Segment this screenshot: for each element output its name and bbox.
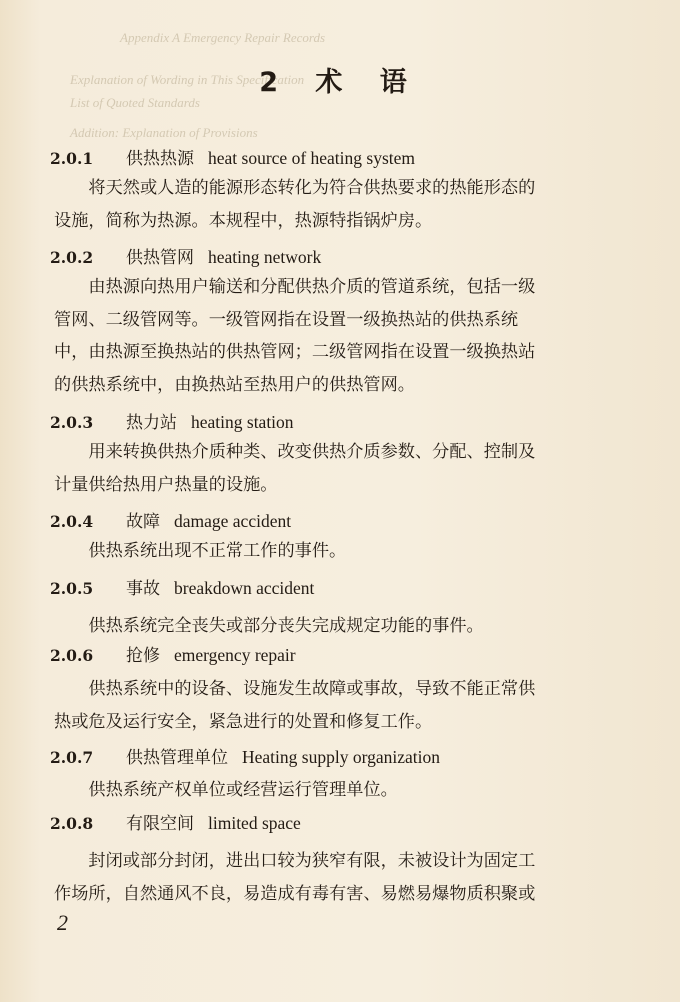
- definition-line: 管网、二级管网等。一级管网指在设置一级换热站的供热系统: [54, 309, 519, 330]
- definition-line: 设施，简称为热源。本规程中，热源特指锅炉房。: [54, 210, 433, 231]
- term-english: heating network: [208, 247, 322, 267]
- bleed-through-text: List of Quoted Standards: [70, 95, 200, 110]
- term-heading: [50, 575, 650, 602]
- term-definition: [54, 673, 636, 738]
- term-heading: [50, 744, 650, 771]
- term-heading: [50, 810, 650, 837]
- definition-line: 由热源向热用户输送和分配供热介质的管道系统，包括一级: [88, 277, 536, 297]
- term-chinese: 热力站: [126, 413, 177, 433]
- term-english: damage accident: [174, 511, 292, 531]
- definition-line: 供热系统产权单位或经营运行管理单位。: [88, 780, 398, 800]
- definition-line: 供热系统完全丧失或部分丧失完成规定功能的事件。: [88, 616, 484, 636]
- term-chinese: 供热热源: [126, 149, 194, 169]
- definition-line: 将天然或人造的能源形态转化为符合供热要求的热能形态的: [88, 178, 536, 198]
- term-number: 2.0.6: [50, 646, 94, 665]
- definition-line: 中，由热源至换热站的供热管网；二级管网指在设置一级换热站: [54, 342, 536, 362]
- term-english: Heating supply organization: [242, 747, 440, 767]
- term-chinese: 事故: [126, 579, 160, 599]
- term-number: 2.0.4: [50, 512, 94, 531]
- term-number: 2.0.7: [50, 748, 94, 767]
- term-number: 2.0.5: [50, 579, 94, 598]
- term-heading: [50, 409, 650, 436]
- page-number: 2: [57, 910, 68, 935]
- term-definition: [54, 774, 636, 807]
- definition-line: 供热系统出现不正常工作的事件。: [88, 541, 347, 561]
- definition-line: 供热系统中的设备、设施发生故障或事故，导致不能正常供: [88, 679, 536, 699]
- definition-line: 计量供给热用户热量的设施。: [54, 474, 278, 495]
- term-chinese: 供热管网: [126, 248, 194, 268]
- definition-line: 作场所，自然通风不良，易造成有毒有害、易燃易爆物质积聚或: [54, 883, 536, 904]
- term-number: 2.0.1: [50, 149, 94, 168]
- bleed-through-text: Explanation of Wording in This Specification: [70, 72, 305, 87]
- definition-line: 的供热系统中，由换热站至热用户的供热管网。: [54, 374, 415, 395]
- term-english: heating station: [191, 412, 294, 432]
- term-definition: [54, 172, 636, 237]
- term-definition: [54, 271, 636, 401]
- bleed-through-text: Addition: Explanation of Provisions: [70, 125, 258, 140]
- term-english: breakdown accident: [174, 578, 315, 598]
- term-definition: [54, 845, 636, 910]
- term-heading: [50, 244, 650, 271]
- term-number: 2.0.2: [50, 248, 94, 267]
- term-chinese: 供热管理单位: [126, 748, 228, 768]
- term-number: 2.0.3: [50, 413, 94, 432]
- term-definition: [54, 535, 636, 568]
- definition-line: 热或危及运行安全，紧急进行的处置和修复工作。: [54, 711, 433, 732]
- term-chinese: 故障: [126, 512, 160, 532]
- definition-line: 用来转换供热介质种类、改变供热介质参数、分配、控制及: [88, 442, 536, 462]
- chapter-title: 2 术 语: [259, 67, 421, 98]
- term-definition: [54, 610, 636, 643]
- term-heading: [50, 642, 650, 669]
- term-definition: [54, 436, 636, 501]
- term-english: heat source of heating system: [208, 148, 416, 168]
- term-chinese: 有限空间: [126, 814, 194, 834]
- term-english: emergency repair: [174, 645, 296, 665]
- bleed-through-text: Appendix A Emergency Repair Records: [120, 30, 326, 45]
- definition-line: 封闭或部分封闭，进出口较为狭窄有限，未被设计为固定工: [88, 851, 536, 871]
- term-chinese: 抢修: [126, 646, 160, 666]
- term-number: 2.0.8: [50, 814, 94, 833]
- term-english: limited space: [208, 813, 301, 833]
- term-heading: [50, 145, 650, 172]
- term-heading: [50, 508, 650, 535]
